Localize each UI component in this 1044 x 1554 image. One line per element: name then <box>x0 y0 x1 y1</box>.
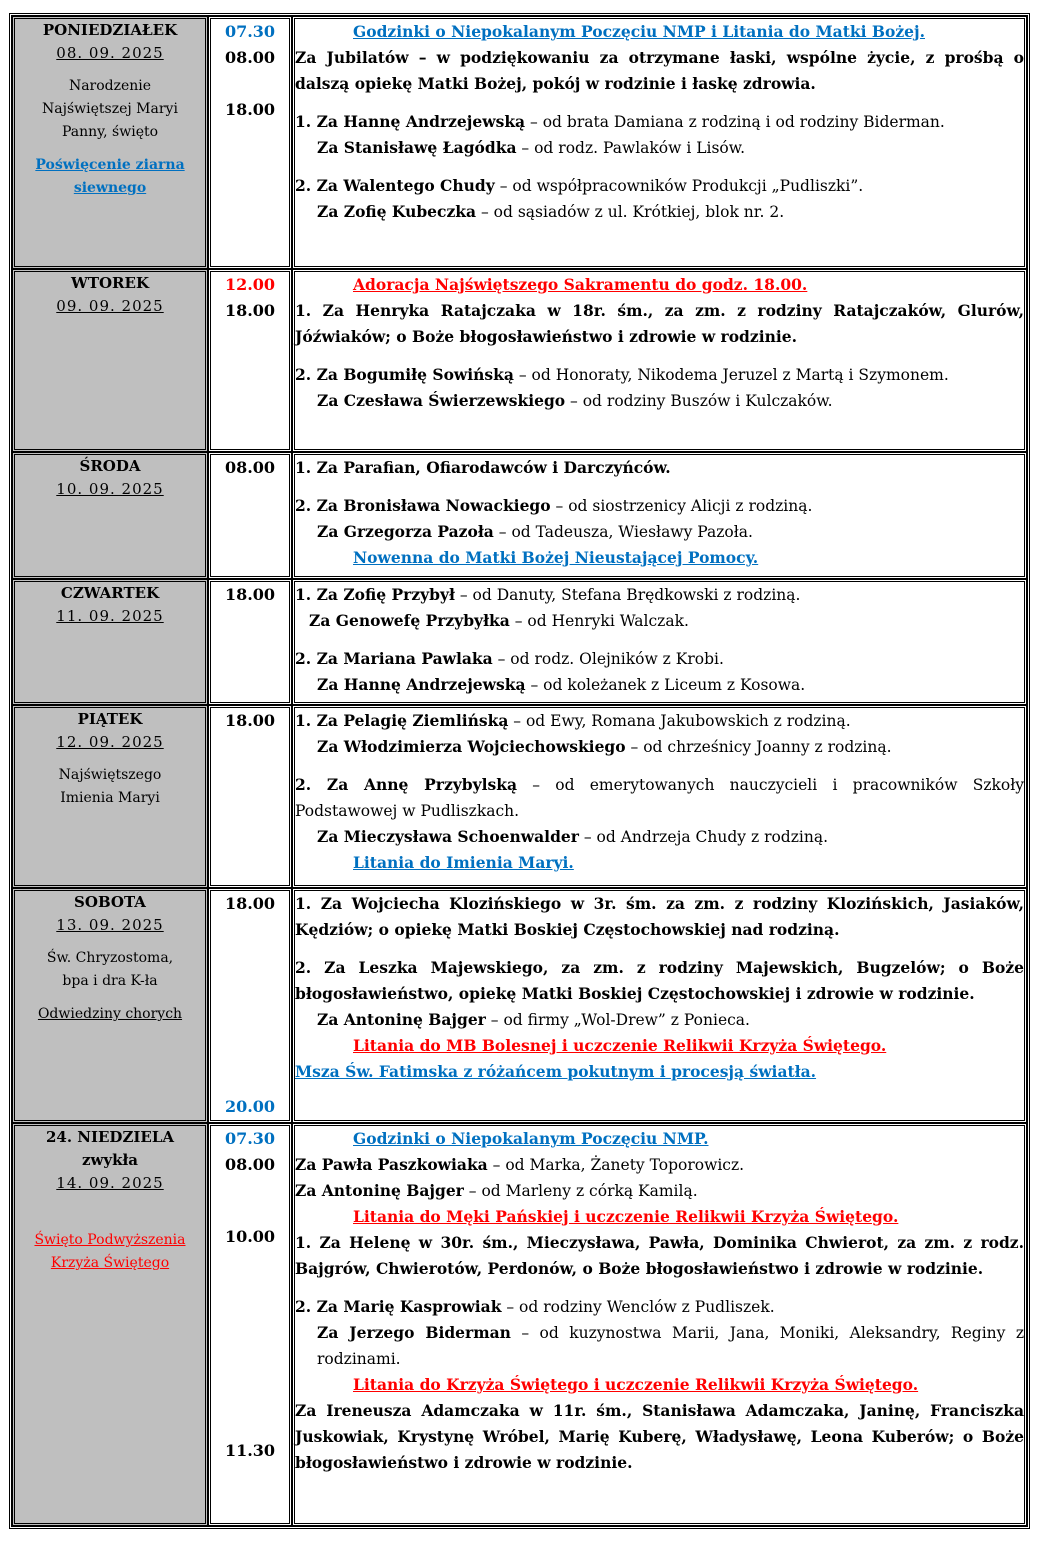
intention: Za Jubilatów – w podziękowaniu za otrzymane łaski, wspólne życie, z prośbą o dalszą opiekę Matki Bożej, pokój w rodzinie i łaskę zdrowia. <box>295 48 1024 93</box>
intention: Za Pawła Paszkowiaka – od Marka, Żanety Toporowicz. <box>295 1155 745 1174</box>
day-cell <box>12 16 208 269</box>
day-row-saturday <box>12 888 1027 1123</box>
mass-time: 20.00 <box>224 1097 276 1116</box>
intentions-cell <box>292 452 1027 579</box>
day-row-sunday <box>12 1123 1027 1526</box>
day-name: ŚRODA <box>79 457 141 475</box>
day-date: 12. 09. 2025 <box>56 733 164 751</box>
intention: Za Stanisławę Łagódka – od rodz. Pawlaków i Lisów. <box>317 138 746 157</box>
day-subname: zwykła <box>81 1151 139 1169</box>
intention: Za Włodzimierza Wojciechowskiego – od chrześnicy Joanny z rodziną. <box>317 737 892 756</box>
intention: Za Antoninę Bajger – od firmy „Wol-Drew” z Ponieca. <box>317 1010 750 1029</box>
intention: Za Czesława Świerzewskiego – od rodziny Buszów i Kulczaków. <box>317 391 833 410</box>
day-cell <box>12 452 208 579</box>
service-header[interactable]: Litania do MB Bolesnej i uczczenie Relikwii Krzyża Świętego. <box>353 1036 887 1055</box>
intention: 1. Za Wojciecha Klozińskiego w 3r. śm. za zm. z rodziny Klozińskich, Jasiaków, Kędziów; o opiekę Matki Boskiej Częstochowskiej nad rodziną. <box>295 894 1024 939</box>
mass-time: 07.30 <box>224 22 276 41</box>
day-date: 13. 09. 2025 <box>56 916 164 934</box>
intention: Za Grzegorza Pazoła – od Tadeusza, Wiesławy Pazoła. <box>317 522 753 541</box>
day-name: 24. NIEDZIELA <box>45 1128 175 1146</box>
service-header[interactable]: Adoracja Najświętszego Sakramentu do godz. 18.00. <box>353 275 808 294</box>
day-cell <box>12 888 208 1123</box>
day-name: SOBOTA <box>74 893 146 911</box>
time-cell <box>208 16 292 269</box>
intention: Za Antoninę Bajger – od Marleny z córką Kamilą. <box>295 1181 698 1200</box>
mass-time: 12.00 <box>224 275 276 294</box>
day-cell <box>12 269 208 452</box>
mass-time: 08.00 <box>224 1155 276 1174</box>
intention: Za Genowefę Przybyłka – od Henryki Walczak. <box>309 611 689 630</box>
day-date: 08. 09. 2025 <box>56 44 164 62</box>
service-header[interactable]: Nowenna do Matki Bożej Nieustającej Pomocy. <box>353 548 759 567</box>
time-cell <box>208 888 292 1123</box>
intention: 2. Za Walentego Chudy – od współpracowników Produkcji „Pudliszki”. <box>295 176 864 195</box>
intentions-cell <box>292 888 1027 1123</box>
intentions-cell <box>292 579 1027 705</box>
time-cell <box>208 1123 292 1526</box>
intention: Za Jerzego Biderman – od kuzynostwa Marii, Jana, Moniki, Aleksandry, Reginy z rodzinami. <box>317 1323 1024 1368</box>
day-cell <box>12 579 208 705</box>
mass-time: 07.30 <box>224 1129 276 1148</box>
day-cell <box>12 1123 208 1526</box>
intention: Za Zofię Kubeczka – od sąsiadów z ul. Krótkiej, blok nr. 2. <box>317 202 785 221</box>
day-row-friday <box>12 705 1027 888</box>
intention: Za Ireneusza Adamczaka w 11r. śm., Stanisława Adamczaka, Janinę, Franciszka Juskowiak, Krystynę Wróbel, Marię Kuberę, Władysławę, Leona Kuberów; o Boże błogosławieństwo i zdrowie w rodzinie. <box>295 1401 1024 1472</box>
intentions-cell <box>292 269 1027 452</box>
mass-time: 08.00 <box>224 48 276 67</box>
day-row-thursday <box>12 579 1027 705</box>
day-date: 09. 09. 2025 <box>56 297 164 315</box>
mass-time: 18.00 <box>224 100 276 119</box>
intention: 1. Za Henryka Ratajczaka w 18r. śm., za zm. z rodziny Ratajczaków, Glurów, Jóźwiaków; o Boże błogosławieństwo i zdrowie w rodzinie. <box>295 301 1024 346</box>
service-header[interactable]: Godzinki o Niepokalanym Poczęciu NMP i Litania do Matki Bożej. <box>353 22 925 41</box>
day-name: PONIEDZIAŁEK <box>42 21 178 39</box>
intention: Za Hannę Andrzejewską – od koleżanek z Liceum z Kosowa. <box>317 675 806 694</box>
intentions-cell <box>292 16 1027 269</box>
note-link[interactable]: Odwiedziny chorych <box>37 1006 183 1022</box>
service-header[interactable]: Litania do Krzyża Świętego i uczczenie Relikwii Krzyża Świętego. <box>353 1375 919 1394</box>
day-row-wednesday <box>12 452 1027 579</box>
mass-time: 10.00 <box>224 1227 276 1246</box>
mass-time: 11.30 <box>224 1441 276 1460</box>
day-date: 10. 09. 2025 <box>56 480 164 498</box>
note-link[interactable]: Święto Podwyższenia Krzyża Świętego <box>34 1232 186 1271</box>
service-header[interactable]: Msza Św. Fatimska z różańcem pokutnym i procesją światła. <box>295 1062 817 1081</box>
schedule-table <box>9 13 1030 1529</box>
time-cell <box>208 705 292 888</box>
service-header[interactable]: Litania do Męki Pańskiej i uczczenie Relikwii Krzyża Świętego. <box>353 1207 899 1226</box>
intention: 2. Za Bogumiłę Sowińską – od Honoraty, Nikodema Jeruzel z Martą i Szymonem. <box>295 365 949 384</box>
day-name: CZWARTEK <box>60 584 160 602</box>
mass-schedule <box>9 13 1030 1529</box>
intention: Za Mieczysława Schoenwalder – od Andrzeja Chudy z rodziną. <box>317 827 829 846</box>
mass-time: 18.00 <box>224 894 276 913</box>
feast-name: Najświętszego Imienia Maryi <box>58 767 162 806</box>
time-cell <box>208 452 292 579</box>
feast-name: Św. Chryzostoma, bpa i dra K-ła <box>46 950 174 989</box>
time-cell <box>208 269 292 452</box>
note-link[interactable]: Poświęcenie ziarna siewnego <box>35 157 185 196</box>
mass-time: 18.00 <box>224 301 276 320</box>
intention: 1. Za Helenę w 30r. śm., Mieczysława, Pawła, Dominika Chwierot, za zm. z rodz. Bajgrów, Chwierotów, Perdonów, o Boże błogosławieństwo i zdrowie w rodzinie. <box>295 1233 1024 1278</box>
intention: 2. Za Marię Kasprowiak – od rodziny Wenclów z Pudliszek. <box>295 1297 775 1316</box>
mass-time: 08.00 <box>224 458 276 477</box>
day-name: WTOREK <box>70 274 149 292</box>
intention: 1. Za Zofię Przybył – od Danuty, Stefana Brędkowski z rodziną. <box>295 585 801 604</box>
intentions-cell <box>292 705 1027 888</box>
day-date: 11. 09. 2025 <box>56 607 164 625</box>
day-row-tuesday <box>12 269 1027 452</box>
mass-time: 18.00 <box>224 711 276 730</box>
intention: 2. Za Mariana Pawlaka – od rodz. Olejników z Krobi. <box>295 649 724 668</box>
mass-time: 18.00 <box>224 585 276 604</box>
day-date: 14. 09. 2025 <box>56 1174 164 1192</box>
intentions-cell <box>292 1123 1027 1526</box>
intention: 2. Za Bronisława Nowackiego – od siostrzenicy Alicji z rodziną. <box>295 496 813 515</box>
intention: 1. Za Hannę Andrzejewską – od brata Damiana z rodziną i od rodziny Biderman. <box>295 112 945 131</box>
intention: 2. Za Annę Przybylską – od emerytowanych nauczycieli i pracowników Szkoły Podstawowej w Pudliszkach. <box>295 775 1024 820</box>
day-cell <box>12 705 208 888</box>
service-header[interactable]: Litania do Imienia Maryi. <box>353 853 574 872</box>
day-name: PIĄTEK <box>77 710 143 728</box>
intention: 1. Za Parafian, Ofiarodawców i Darczyńców. <box>295 458 671 477</box>
time-cell <box>208 579 292 705</box>
intention: 1. Za Pelagię Ziemlińską – od Ewy, Romana Jakubowskich z rodziną. <box>295 711 851 730</box>
feast-name: Narodzenie Najświętszej Maryi Panny, święto <box>42 78 178 140</box>
service-header[interactable]: Godzinki o Niepokalanym Poczęciu NMP. <box>353 1129 709 1148</box>
intention: 2. Za Leszka Majewskiego, za zm. z rodziny Majewskich, Bugzelów; o Boże błogosławieństwo, opiekę Matki Boskiej Częstochowskiej i zdrowie w rodzinie. <box>295 958 1024 1003</box>
day-row-monday <box>12 16 1027 269</box>
